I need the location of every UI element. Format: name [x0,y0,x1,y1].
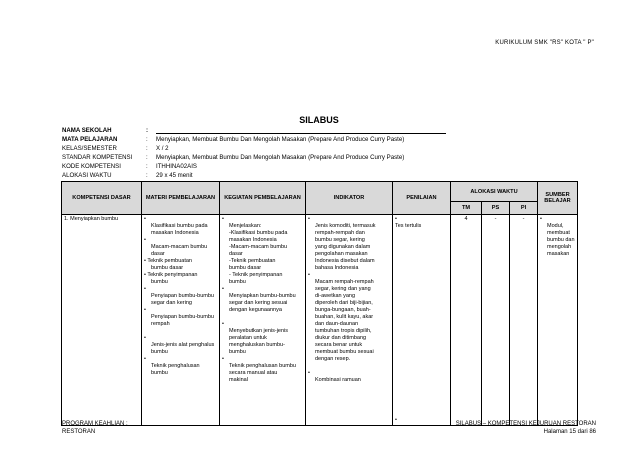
syllabus-table [61,181,578,426]
cell-line: bumbu dan [547,237,575,243]
info-row-time: ALOKASI WAKTU : 29 x 45 menit [62,172,193,179]
header-tm: TM [451,202,482,215]
cell-line: • [540,216,542,222]
info-row-standard: STANDAR KOMPETENSI : Menyiapkan, Membuat Bumbu Dan Mengolah Masakan (Prepare And Produce Curry Paste) [62,154,405,161]
cell-line: -Teknik pembuatan [229,258,276,264]
cell-line: yang digunakan dalam [315,244,371,250]
cell-line: • [222,321,224,327]
cell-line: secara benar untuk [315,342,363,348]
cell-line: dengan kegunaannya [229,307,282,313]
header-materi: MATERI PEMBELAJARAN [142,182,220,215]
cell-line [144,328,217,335]
cell-line: segar dan kering [151,300,192,306]
cell-line: • Teknik penyimpanan [144,272,198,278]
cell-line: mengolah [547,244,572,250]
cell-line: masakan [547,251,570,257]
cell-sumber [538,215,578,426]
cell-line: Macam-macam bumbu [151,244,208,250]
cell-line: • [144,335,146,341]
header-kegiatan: KEGIATAN PEMBELAJARAN [220,182,306,215]
cell-indikator [306,215,393,426]
cell-line: Teknik penghalusan bumbu [229,363,296,369]
cell-line: Menjelaskan: [229,223,262,229]
cell-line: bumbu [151,279,168,285]
cell-line [308,363,390,370]
header-indikator: INDIKATOR [306,182,393,215]
footer-silabus: SILABUS – KOMPETENSI KEJURUAN RESTORAN [455,421,596,427]
cell-line: diperoleh dari biji-bijian, [315,300,373,306]
cell-line: bumbu dasar [229,265,262,271]
cell-line: makinal [229,377,248,383]
cell-line: menghaluskan bumbu- [229,342,285,348]
footer-page: Halaman 15 dari 86 [543,429,596,435]
cell-line: pengolahan masakan [315,251,368,257]
cell-line: secara manual atau [229,370,278,376]
cell-line: segar dan kering sesuai [229,300,288,306]
cell-pi: - [510,215,538,426]
cell-line: membuat bumbu sesuai [315,349,374,355]
cell-line: dasar [229,251,243,257]
cell-line: Modul, membuat [547,223,570,236]
cell-line [222,314,303,321]
table-row [62,215,578,426]
cell-line: Jenis komoditi, termasuk [315,223,376,229]
cell-line: Kombinasi ramuan [315,377,361,383]
cell-line: bumbu segar, kering [315,237,365,243]
header-ps: PS [482,202,510,215]
cell-tm: 4 [451,215,482,426]
school-blank [156,126,446,134]
cell-line: • [144,356,146,362]
cell-line: Klasifikasi bumbu pada [151,223,208,229]
header-alokasi: ALOKASI WAKTU [451,182,538,202]
cell-line: bumbu dasar [151,265,184,271]
cell-line: • [144,286,146,292]
header-penilaian: PENILAIAN [393,182,451,215]
cell-line: Penyiapan bumbu-bumbu [151,293,214,299]
cell-kegiatan [220,215,306,426]
cell-line: bumbu [229,279,246,285]
cell-line: -Klasifikasi bumbu pada [229,230,288,236]
cell-line: tumbuhan tropis dipilih, [315,328,372,334]
cell-line: Penyiapan bumbu-bumbu [151,314,214,320]
cell-line: Menyiapkan bumbu-bumbu [229,293,296,299]
cell-line: buahan, kulit kayu, akar [315,314,374,320]
header-pi: PI [510,202,538,215]
cell-line: masakan Indonesia [151,230,199,236]
header-sumber: SUMBER BELAJAR [538,182,578,215]
cell-line: peralatan untuk [229,335,267,341]
info-row-school: NAMA SEKOLAH : [62,126,446,135]
cell-line: segar, kering dan yang [315,286,371,292]
cell-line: - Teknik penyimpanan [229,272,283,278]
cell-line: bumbu [151,349,168,355]
cell-line: dengan resep. [315,356,351,362]
header-kd: KOMPETENSI DASAR [62,182,142,215]
cell-line: Macam rempah-rempah [315,279,374,285]
page-title: SILABUS [299,115,339,125]
cell-line: Indonesia disebut dalam [315,258,375,264]
cell-line: • [222,286,224,292]
curriculum-header: KURIKULUM SMK "RS" KOTA " P" [495,40,594,46]
cell-line: rempah [151,321,170,327]
footer-restoran: RESTORAN [62,429,96,435]
cell-line: dan daun-daunan [315,321,359,327]
cell-line: -Macam-macam bumbu [229,244,288,250]
cell-line: rempah-rempah dan [315,230,365,236]
cell-line: bunga-bungaan, buah- [315,307,371,313]
cell-line: Jenis-jenis alat penghalus [151,342,215,348]
info-row-subject: MATA PELAJARAN : Menyiapkan, Membuat Bumbu Dan Mengolah Masakan (Prepare And Produce Curry Paste) [62,136,405,143]
cell-line: bahasa Indonesia [315,265,359,271]
cell-line: • [308,272,310,278]
cell-line: Menyebutkan jenis-jenis [229,328,289,334]
cell-line: dasar [151,251,165,257]
cell-line: • [308,216,310,222]
cell-line: bumbu [229,349,246,355]
cell-materi [142,215,220,426]
info-row-code: KODE KOMPETENSI : ITHHINA02AIS [62,163,197,170]
cell-line: • [144,216,146,222]
cell-line: • [144,307,146,313]
cell-line: masakan Indonesia [229,237,277,243]
cell-line: • [222,216,224,222]
cell-line: diukur dan ditimbang [315,335,367,341]
cell-line: • [222,356,224,362]
penilaian-bullet-bottom: • [395,417,397,423]
info-row-class: KELAS/SEMESTER : X / 2 [62,145,169,152]
cell-line: Teknik penghalusan bumbu [151,363,200,376]
info-block [62,126,446,180]
cell-kd: 1. Menyiapkan bumbu [62,215,142,426]
cell-penilaian: • Tes tertulis • [393,215,451,426]
footer-program: PROGRAM KEAHLIAN : [62,421,128,427]
cell-line: di-awetkan yang [315,293,356,299]
cell-line: • [144,237,146,243]
cell-line: • [308,370,310,376]
cell-line: • Teknik pembuatan [144,258,192,264]
cell-ps: - [482,215,510,426]
